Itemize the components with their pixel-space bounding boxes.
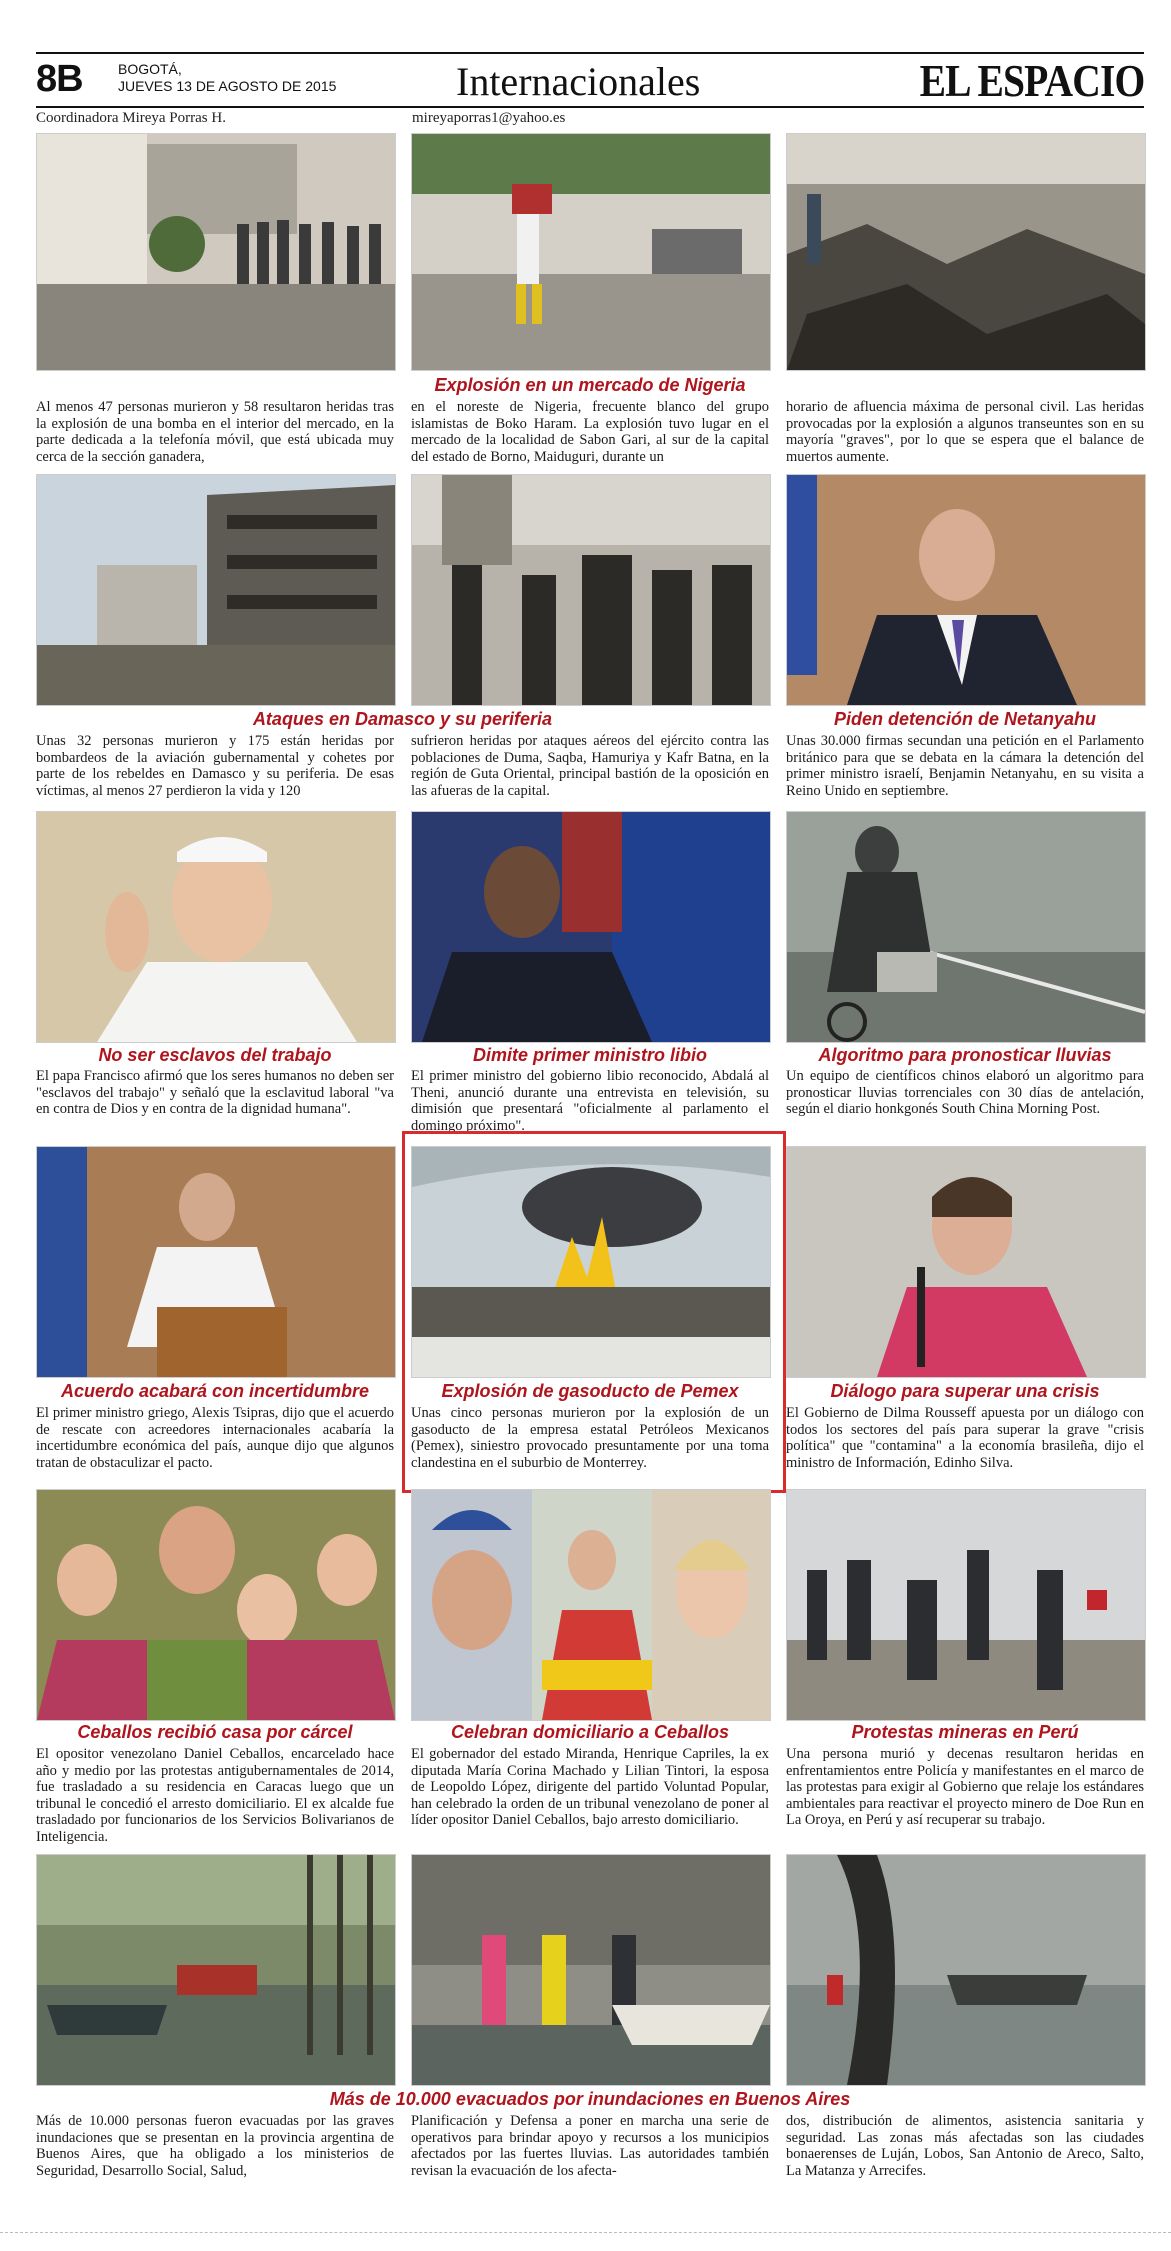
coordinator-email[interactable]: mireyaporras1@yahoo.es — [412, 110, 566, 126]
photo-placeholder-icon — [412, 475, 770, 705]
photo-placeholder-icon — [37, 1147, 395, 1377]
text-ceballos: El opositor venezolano Daniel Ceballos, encarcelado hace año y medio por las protestas antigubernamentales de 2014, fue trasladado a su residencia en Caracas luego que un tribunal le concedió el arresto domiciliario. El ex alcalde fue trasladado por funcionarios de los Servicios Bolivarianos de Inteligencia. — [36, 1746, 394, 1845]
buenos-aires-photo-tree — [786, 1854, 1146, 2086]
page-number: 8B — [36, 58, 83, 100]
photo-placeholder-icon — [37, 812, 395, 1042]
text-netanyahu: Unas 30.000 firmas secundan una petición en el Parlamento británico para que se debata en la cámara la detención del primer ministro israelí, Benjamin Netanyahu, en su visita a Reino Unido en septiembre. — [786, 733, 1144, 799]
photo-placeholder-icon — [37, 1855, 395, 2085]
grecia-photo — [36, 1146, 396, 1378]
text-nigeria-col1: Al menos 47 personas murieron y 58 resultaron heridas tras la explosión de una bomba en el interior del mercado, en la parte dedicada a la telefonía móvil, que está ubicada muy cerca de la sección ganadera, — [36, 399, 394, 465]
headline-libio: Dimite primer ministro libio — [472, 1045, 708, 1065]
headline-dilma: Diálogo para superar una crisis — [830, 1381, 1100, 1401]
nigeria-photo-debris — [786, 133, 1146, 371]
text-pemex: Unas cinco personas murieron por la explosión de un gasoducto de la empresa estatal Petróleos Mexicanos (Pemex), siniestro provocado presuntamente por una toma clandestina en el suburbio de Monterrey. — [411, 1405, 769, 1471]
photo-placeholder-icon — [412, 1855, 770, 2085]
headline-grecia: Acuerdo acabará con incertidumbre — [60, 1381, 370, 1401]
libio-photo — [411, 811, 771, 1043]
headline-peru: Protestas mineras en Perú — [851, 1722, 1079, 1742]
section-title: Internacionales — [456, 59, 701, 104]
newspaper-logo: EL ESPACIO — [919, 55, 1144, 106]
buenos-aires-photo-boat — [36, 1854, 396, 2086]
page-header — [36, 52, 1144, 108]
photo-placeholder-icon — [787, 1490, 1145, 1720]
photo-placeholder-icon — [787, 1147, 1145, 1377]
text-buenos-aires-col3: dos, distribución de alimentos, asistencia sanitaria y seguridad. Las zonas más afectadas son las ciudades bonaerenses de Luján, Lobos, San Antonio de Areco, Salto, La Matanza y Arrecifes. — [786, 2113, 1144, 2179]
headline-papa: No ser esclavos del trabajo — [98, 1045, 332, 1065]
text-nigeria-col2: en el noreste de Nigeria, frecuente blanco del grupo islamistas de Boko Haram. La explosión tuvo lugar en el mercado de la localidad de Sabon Gari, al sur de la capital del estado de Borno, Maiduguri, durante un — [411, 399, 769, 465]
photo-placeholder-icon — [37, 475, 395, 705]
buenos-aires-photo-street — [411, 1854, 771, 2086]
damasco-photo-crowd — [411, 474, 771, 706]
text-libio: El primer ministro del gobierno libio reconocido, Abdalá al Theni, anunció durante una entrevista en televisión, su dimisión que presentará "oficialmente al parlamento el domingo próximo". — [411, 1068, 769, 1134]
coordinator-credit: Coordinadora Mireya Porras H. — [36, 110, 226, 126]
headline-buenos-aires: Más de 10.000 evacuados por inundaciones en Buenos Aires — [329, 2089, 851, 2109]
text-grecia: El primer ministro griego, Alexis Tsipras, dijo que el acuerdo de rescate con acreedores internacionales acabaría la incertidumbre económica del país, aunque dijo que algunos tratan de obstaculizar el pacto. — [36, 1405, 394, 1471]
text-damasco-col2: sufrieron heridas por ataques aéreos del ejército contra las poblaciones de Duma, Saqba, Hamuriya y Kafr Batna, en la región de Guta Oriental, principal bastión de la oposición en las afueras de la capital. — [411, 733, 769, 799]
text-papa: El papa Francisco afirmó que los seres humanos no deben ser "esclavos del trabajo" y señaló que la esclavitud laboral "va en contra de Dios y en contra de la dignidad humana". — [36, 1068, 394, 1117]
text-buenos-aires-col1: Más de 10.000 personas fueron evacuadas por las graves inundaciones que se presentan en la provincia argentina de Buenos Aires, que ha obligado a los ministerios de Seguridad, Desarrollo Social, Salud, — [36, 2113, 394, 2179]
headline-netanyahu: Piden detención de Netanyahu — [833, 709, 1097, 729]
photo-placeholder-icon — [787, 812, 1145, 1042]
photo-placeholder-icon — [412, 812, 770, 1042]
papa-photo — [36, 811, 396, 1043]
text-dilma: El Gobierno de Dilma Rousseff apuesta por un diálogo con todos los sectores del país para superar la grave "crisis política" que "contamina" a la economía brasileña, dijo el ministro de Información, Edinho Silva. — [786, 1405, 1144, 1471]
lluvias-photo — [786, 811, 1146, 1043]
nigeria-photo-street — [411, 133, 771, 371]
photo-placeholder-icon — [787, 1855, 1145, 2085]
domiciliario-photo — [411, 1489, 771, 1721]
photo-placeholder-icon — [787, 475, 1145, 705]
dateline-city: BOGOTÁ, — [118, 61, 182, 77]
damasco-photo-ruins — [36, 474, 396, 706]
peru-protest-photo — [786, 1489, 1146, 1721]
headline-domiciliario: Celebran domiciliario a Ceballos — [450, 1722, 730, 1742]
text-domiciliario: El gobernador del estado Miranda, Henrique Capriles, la ex diputada María Corina Machado y Lilian Tintori, la esposa de Leopoldo López, dirigente del partido Voluntad Popular, han celebrado la orden de un tribunal venezolano de poner al líder opositor Daniel Ceballos, bajo arresto domiciliario. — [411, 1746, 769, 1828]
headline-pemex: Explosión de gasoducto de Pemex — [441, 1381, 739, 1401]
headline-lluvias: Algoritmo para pronosticar lluvias — [818, 1045, 1112, 1065]
photo-placeholder-icon — [412, 134, 770, 370]
text-nigeria-col3: horario de afluencia máxima de personal civil. Las heridas provocadas por la explosión a algunos transeuntes son en su mayoría "graves", por lo que se espera que el balance de muertos aumente. — [786, 399, 1144, 465]
photo-placeholder-icon — [787, 134, 1145, 370]
headline-ceballos: Ceballos recibió casa por cárcel — [77, 1722, 353, 1742]
headline-damasco: Ataques en Damasco y su periferia — [252, 709, 553, 729]
page-bottom-rule — [0, 2232, 1171, 2239]
text-lluvias: Un equipo de científicos chinos elaboró un algoritmo para pronosticar lluvias torrenciales con 30 días de antelación, según el diario honkgonés South China Morning Post. — [786, 1068, 1144, 1117]
highlight-box-pemex — [402, 1131, 786, 1493]
photo-placeholder-icon — [37, 1490, 395, 1720]
headline-nigeria: Explosión en un mercado de Nigeria — [434, 375, 746, 395]
text-peru: Una persona murió y decenas resultaron heridas en enfrentamientos entre Policía y manifestantes en el marco de las protestas para exigir al Gobierno que relaje los estándares ambientales para reactivar el proyecto minero de Doe Run en La Oroya, en Perú y así recuperar su trabajo. — [786, 1746, 1144, 1828]
ceballos-family-photo — [36, 1489, 396, 1721]
photo-placeholder-icon — [37, 134, 395, 370]
photo-placeholder-icon — [412, 1490, 770, 1720]
dateline-date: JUEVES 13 DE AGOSTO DE 2015 — [118, 78, 337, 94]
text-damasco-col1: Unas 32 personas murieron y 175 están heridas por bombardeos de la aviación gubernamental y cohetes por parte de los rebeldes en Damasco y su periferia. De esas víctimas, al menos 27 perdieron la vida y 120 — [36, 733, 394, 799]
text-buenos-aires-col2: Planificación y Defensa a poner en marcha una serie de operativos para brindar apoyo y recursos a los municipios afectados por las fuertes lluvias. Las autoridades también revisan la evacuación de los afecta- — [411, 2113, 769, 2179]
dilma-photo — [786, 1146, 1146, 1378]
dateline — [118, 61, 336, 95]
nigeria-photo-crowd — [36, 133, 396, 371]
netanyahu-photo — [786, 474, 1146, 706]
